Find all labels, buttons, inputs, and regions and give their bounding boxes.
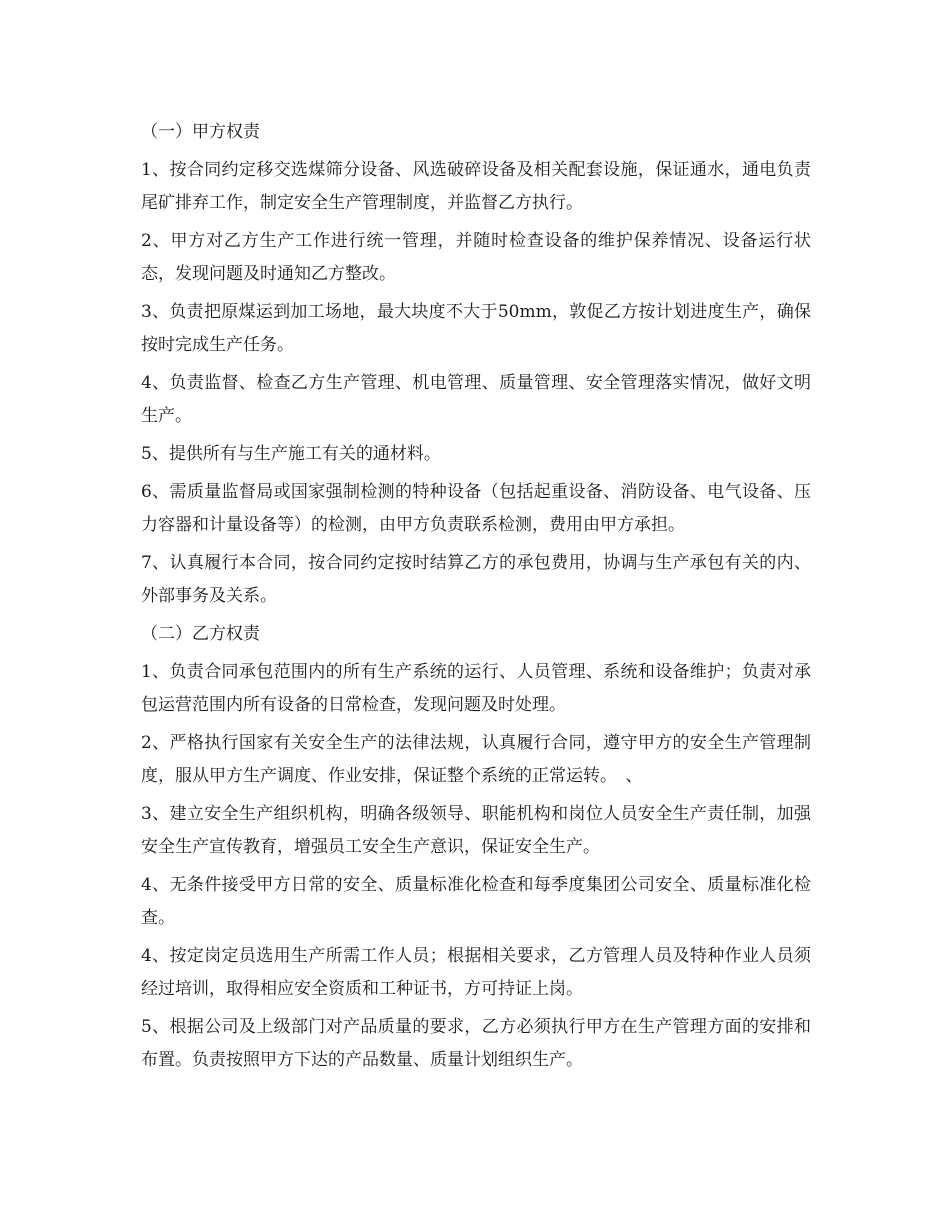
party-b-item-6: 5、根据公司及上级部门对产品质量的要求，乙方必须执行甲方在生产管理方面的安排和布置。负责按照甲方下达的产品数量、质量计划组织生产。 xyxy=(141,1017,811,1070)
party-a-item-3: 3、负责把原煤运到加工场地，最大块度不大于50mm，敦促乙方按计划进度生产，确保按时完成生产任务。 xyxy=(141,302,811,355)
party-b-item-1: 1、负责合同承包范围内的所有生产系统的运行、人员管理、系统和设备维护；负责对承包运营范围内所有设备的日常检查，发现问题及时处理。 xyxy=(141,662,811,715)
party-b-item-3: 3、建立安全生产组织机构，明确各级领导、职能机构和岗位人员安全生产责任制，加强安全生产宣传教育，增强员工安全生产意识，保证安全生产。 xyxy=(141,804,811,857)
section-heading-party-b: （二）乙方权责 xyxy=(141,624,260,644)
party-a-item-6: 6、需质量监督局或国家强制检测的特种设备（包括起重设备、消防设备、电气设备、压力容器和计量设备等）的检测，由甲方负责联系检测，费用由甲方承担。 xyxy=(141,482,811,535)
party-a-item-2: 2、甲方对乙方生产工作进行统一管理，并随时检查设备的维护保养情况、设备运行状态，发现问题及时通知乙方整改。 xyxy=(141,231,811,284)
party-a-item-4: 4、负责监督、检查乙方生产管理、机电管理、质量管理、安全管理落实情况，做好文明生产。 xyxy=(141,373,811,426)
section-heading-party-a: （一）甲方权责 xyxy=(141,122,260,142)
party-a-item-1: 1、按合同约定移交选煤筛分设备、风选破碎设备及相关配套设施，保证通水，通电负责尾矿排弃工作，制定安全生产管理制度，并监督乙方执行。 xyxy=(141,160,811,213)
party-a-item-7: 7、认真履行本合同，按合同约定按时结算乙方的承包费用，协调与生产承包有关的内、外部事务及关系。 xyxy=(141,553,811,606)
document-body xyxy=(141,116,811,1082)
party-b-item-4: 4、无条件接受甲方日常的安全、质量标准化检查和每季度集团公司安全、质量标准化检查。 xyxy=(141,875,811,928)
party-a-item-5: 5、提供所有与生产施工有关的通材料。 xyxy=(141,444,441,464)
party-b-item-5: 4、按定岗定员选用生产所需工作人员；根据相关要求，乙方管理人员及特种作业人员须经过培训，取得相应安全资质和工种证书，方可持证上岗。 xyxy=(141,946,811,999)
party-b-item-2: 2、严格执行国家有关安全生产的法律法规，认真履行合同，遵守甲方的安全生产管理制度，服从甲方生产调度、作业安排，保证整个系统的正常运转。 、 xyxy=(141,733,811,786)
